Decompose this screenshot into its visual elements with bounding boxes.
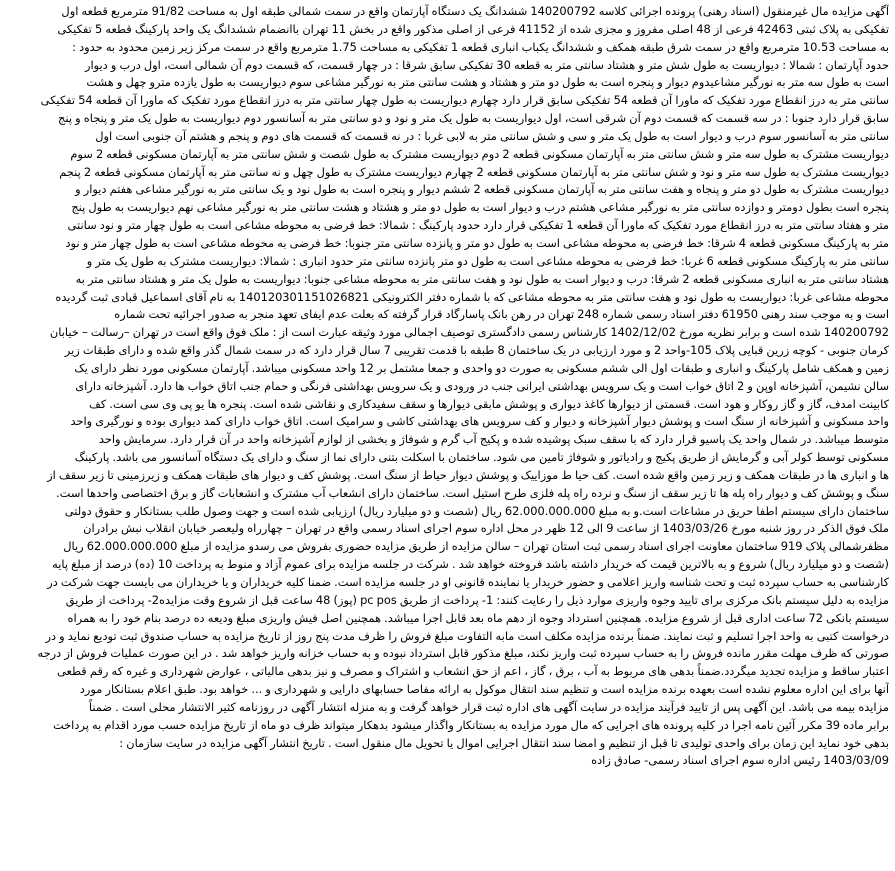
notice-line: کرمان جنوبی - کوچه زرین قبایی پلاک 105-واحد 2 و مورد ارزیابی در یک ساختمان 8 طبقه با قدمت تقریبی 7 سال قرار دارد که در سمت شمال گذر واقع شده و دارای طبقات زیر	[64, 343, 889, 358]
notice-line: واحد مسکونی و آشپزخانه از سنگ است و پوشش دیوار آشپزخانه و دیوار و کف سرویس های بهداشتی کاشی و سرامیک است. اتاق خواب دارای کمد دیواری بوده و نورگیری واحد	[70, 414, 889, 429]
notice-line: متر به پارکینگ مسکونی قطعه 4 شرقا: خط فرضی به محوطه مشاعی است به طول دو متر و پانزده سانتی متر جنوبا: خط فرضی به محوطه مشاعی است به طول چهار متر و نود	[65, 235, 889, 250]
notice-line: 1403/03/09 رئیس اداره سوم اجرای اسناد رسمی- صادق زاده	[591, 753, 889, 768]
notice-line: متر و هفتاد سانتی متر به درز انقطاع مورد تفکیک که ماورا آن قطعه 1 تفکیکی قرار دارد حدود پارکینگ : شمالا: خط فرضی به محوطه مشاعی است به طول چهار متر و نود سانتی	[67, 218, 889, 233]
auction-notice-text	[6, 3, 889, 770]
notice-line: کابینت امدف، گاز و گاز روکار و هود است. قسمتی از دیوارها کاغذ دیواری و پوشش مابقی دیوارها و سقف سفیدکاری و نقاشی شده است. پنجره ها یو پی وی سی است. کف	[88, 396, 889, 411]
notice-line: حدود آپارتمان : شمالا : دیواریست به طول شش متر و هشتاد سانتی متر به قطعه 30 تفکیکی سابق شرقا : در چهار قسمت، که قسمت دوم آن شمالی است، اول درب و دیوار	[84, 57, 889, 72]
notice-line: برابر ماده 39 مکرر آئین نامه اجرا در کلیه پرونده های اجرایی که مال مورد مزایده به بستانکار واگذار میشود بدهکار میتواند ظرف دو ماه از تاریخ مزایده حسب مورد اقدام به پرداخت	[52, 717, 889, 732]
notice-line: دیواریست مشترک به طول سه متر و نود و شش سانتی متر به آپارتمان مسکونی قطعه 2 چهارم دیواریست مشترک به طول چهل و نه سانتی متر به آپارتمان مسکونی قطعه 2 پنجم	[59, 164, 889, 179]
notice-line: اعتبار ساقط و مزایده تجدید میگردد.ضمناً بدهی های مربوط به آب ، برق ، گاز ، اعم از حق انشعاب و اشتراک و مصرف و نیز بدهی مالیاتی ، عوارض شهرداری و غیره که رقم قطعی	[56, 664, 889, 679]
notice-line: مسکونی توسط کولر آبی و گرمایش از طریق پکیج و رادیاتور و شوفاژ تامین می شود. ساختمان با اسکلت بتنی دارای نما از سنگ و دارای یک دستگاه آسانسور می باشد. پارکینگ	[74, 450, 889, 465]
notice-line: آگهی مزایده مال غیرمنقول (اسناد رهنی) پرونده اجرائی کلاسه 140200792 ششدانگ یک دستگاه آپارتمان واقع در سمت شمالی طبقه اول به مساحت 91/82 مترمربع قطعه اول	[61, 4, 889, 18]
notice-line: است و به موجب سند رهنی 61950 دفتر اسناد رسمی شماره 248 تهران در رهن بانک پاسارگاد قرار گرفته که بعلت عدم ایفای تعهد منجر به صدور اجرائیه تحت شماره	[114, 307, 889, 322]
notice-line: سالن نشیمن، آشپزخانه اوپن و 2 اتاق خواب است و یک سرویس بهداشتی ایرانی جنب در ورودی و یک سرویس بهداشتی فرنگی و حمام جنب اتاق خواب ها دارد. آشپزخانه دارای	[75, 378, 889, 393]
notice-line: سانتی متر به درز انقطاع مورد تفکیک که ماورا آن قطعه 54 تفکیکی سابق قرار دارد چهارم دیواریست به طول چهار سانتی متر به درز انقطاع مورد تفکیک که ماورا آن قطعه 54 تفکیکی	[40, 93, 889, 108]
notice-line: دیواریست مشترک به طول سه متر و شش سانتی متر به آپارتمان مسکونی قطعه 2 دوم دیواریست مشترک به طول شصت و شش سانتی متر به آپارتمان مسکونی قطعه 2 سوم	[70, 146, 889, 161]
notice-line: ملک فوق الذکر در روز شنبه مورخ 1403/03/26 از ساعت 9 الی 12 ظهر در محل اداره سوم اجرای اسناد رسمی واقع در تهران – چهارراه ولیعصر خیابان انقلاب نبش برادران	[83, 521, 889, 536]
notice-line: هشتاد سانتی متر به انباری مسکونی قطعه 2 شرقا: درب و دیوار است به طول نود و هفت سانتی متر به محوطه مشاعی جنوبا: دیواریست به طول یک متر و هشتاد سانتی متر به	[75, 271, 889, 286]
notice-line: صورتی که ظرف مهلت مقرر مانده فروش را به حساب سپرده ثبت واریز نکند، مبلغ مذکور قابل استرداد نبوده و به حساب خزانه واریز خواهد شد . در این صورت عملیات فروش از درجه	[37, 646, 889, 661]
notice-line: سانتی متر به پارکینگ مسکونی قطعه 6 غربا: خط فرضی به محوطه مشاعی است به طول دو متر پانزده سانتی متر حدود انباری : شمالا: دیواریست مشترک به طول یک متر و	[86, 253, 889, 268]
notice-line: است به طول سه متر به نورگیر مشاعیدوم دیوار و پنجره است به طول دو متر و هشتاد و هشت سانتی متر به نورگیر مشاعی سوم دیواریست به طول یازده مترو چهل و هشت	[86, 75, 889, 90]
notice-line: کارشناسی به حساب سپرده ثبت و تحت شناسه واریز اعلامی و حضور خریدار یا نماینده قانونی او در جلسه مزایده است. ضمنا کلیه خریداران و یا خریداران می بایست جهت شرکت در	[47, 575, 889, 589]
notice-line: محوطه مشاعی غربا: دیواریست به طول نود و هفت سانتی متر به محوطه مشاعی که با شماره دفتر الکترونیکی 140120301151026821 به نام آقای اسماعیل قبادی ثبت گردیده	[55, 289, 889, 304]
notice-line: سانتی متر به آسانسور سوم درب و دیوار است به طول یک متر و سی و شش سانتی متر به لابی غربا : در نه قسمت که قسمت های دوم و پنجم و هشتم آن جنوبی است اول	[95, 128, 889, 143]
notice-line: درخواست کتبی به واحد اجرا تسلیم و ثبت نمایند. ضمناً برنده مزایده مکلف است مابه التفاوت مبلغ فروش را ظرف مدت پنج روز از تاریخ مزایده به حساب صندوق ثبت تودیع نماید و در	[45, 628, 889, 643]
notice-line: پنجره است بطول دومتر و دوازده سانتی متر به نورگیر مشاعی هشتم درب و دیوار است به طول دو متر و هشتاد و هشت سانتی متر به نورگیر مشاعی نهم دیواریست به طول پنج	[71, 200, 889, 215]
notice-line: (شصت و دو میلیارد ریال) شروع و به بالاترین قیمت که خریدار داشته باشد فروخته خواهد شد . شرکت در جلسه مزایده برای عموم آزاد و منوط به پرداخت 10 (ده) درصد از مبلغ پایه	[52, 557, 889, 572]
notice-line: سیستم بانکی 72 ساعت اداری قبل از شروع مزایده. همچنین استرداد وجوه از دهم ماه بعد قابل اجرا میباشد. همچنین اصل فیش واریزی مبلغ ودیعه ده درصد بنام خود را به همراه	[67, 610, 889, 625]
notice-line: مزایده بیمه می باشد. این آگهی پس از تایید فرآیند مزایده در سایت آگهی های اداره ثبت قرار خواهد گرفت و به منزله انتشار آگهی در روزنامه کثیر الانتشار محلی است . ضمناً	[88, 699, 889, 714]
notice-line: آنها برای این اداره معلوم نشده است بعهده برنده مزایده است و تنظیم سند انتقال موکول به ارائه مفاصا حسابهای دارایی و شهرداری و ... خواهد بود. طبق اعلام بستانکار مورد	[79, 682, 889, 697]
notice-line: تفکیکی به پلاک ثبتی 42463 فرعی از 48 اصلی مفروز و مجزی شده از 41152 فرعی از اصلی مذکور واقع در بخش 11 تهران باانضمام ششدانگ یک واحد پارکینگ قطعه 5 تفکیکی	[57, 21, 889, 36]
notice-line: سابق قرار دارد جنوبا : در سه قسمت که قسمت دوم آن شرقی است، اول دیواریست به طول یک متر و نود و دو سانتی متر به آسانسور دوم دیواریست به طول یک متر و پنجاه و پنج	[58, 111, 889, 126]
notice-line: ساختمان دارای سیستم اطفا حریق در مشاعات است.و به مبلغ 62.000.000.000 ریال (شصت و دو میلیارد ریال) ارزیابی شده است و جهت وصول طلب بستانکار و حقوق دولتی	[64, 503, 889, 518]
notice-line: بدهی خود نماید این زمان برای واحدی تولیدی تا قبل از تنظیم و امضا سند انتقال اجرایی اموال یا تحویل مال منقول است . تاریخ انتشار آگهی مزایده در سایت سازمان :	[119, 735, 889, 750]
notice-line: به مساحت 10.53 مترمربع واقع در سمت شرق طبقه همکف و ششدانگ یکباب انباری قطعه 1 تفکیکی به مساحت 1.75 مترمربع واقع در سمت مرکز زیر زمین محدود به حدود :	[72, 39, 889, 54]
notice-line: دیواریست مشترک به طول دو متر و پنجاه و هفت سانتی متر به آپارتمان مسکونی قطعه 2 ششم دیوار و پنجره است به طول نود و یک سانتی متر به نورگیر مشاعی هفتم دیوار و	[75, 182, 889, 197]
notice-line: سنگ و پوشش کف و دیوار راه پله ها تا زیر سقف از سنگ و نرده راه پله فلزی طرح استیل است. ساختمان دارای انشعاب آب مشترک و انشعابات گاز و برق اختصاصی واحدها است.	[56, 485, 889, 500]
notice-line: مزایده به دلیل سیستم بانک مرکزی برای تایید وجوه واریزی موارد ذیل را رعایت کنند: 1- پرداخت از طریق pc pos (پوز) 48 ساعت قبل از شروع وقت مزایده2- پرداخت از طریق	[65, 592, 889, 607]
notice-line: مظفرشمالی پلاک 919 ساختمان معاونت اجرای اسناد رسمی ثبت استان تهران – سالن مزایده از طریق مزایده حضوری بفروش می رسدو مزایده از مبلغ 62.000.000.000 ریال	[63, 539, 889, 554]
notice-line: 140200792 شده است و برابر نظریه مورخ 1402/12/02 کارشناس رسمی دادگستری توصیف اجمالی مورد وثیقه عبارت است از : ملک فوق واقع است در تهران –رسالت – خیابان	[49, 325, 889, 340]
notice-line: ها و انباری ها در طبقات همکف و زیر زمین واقع شده است. کف حیا ط موزاییک و پوشش دیوار حیاط از سنگ است. پوشش کف و دیوار های طبقات همکف و زیرزمینی تا زیر سقف از	[47, 467, 889, 482]
notice-line: زمین و همکف شامل پارکینگ و انباری و طبقات اول الی ششم مسکونی به صورت دو واحدی و جمعا مشتمل بر 12 واحد مسکونی میباشد. آپارتمان مسکونی مورد نظر دارای یک	[74, 360, 889, 375]
notice-line: متوسط میباشد. در شمال واحد یک پاسیو قرار دارد که با سقف سبک پوشیده شده و پکیج آب گرم و شوفاژ و بخشی از لوازم آشپزخانه واحد در آن قرار دارد. سرمایش واحد	[98, 432, 889, 447]
